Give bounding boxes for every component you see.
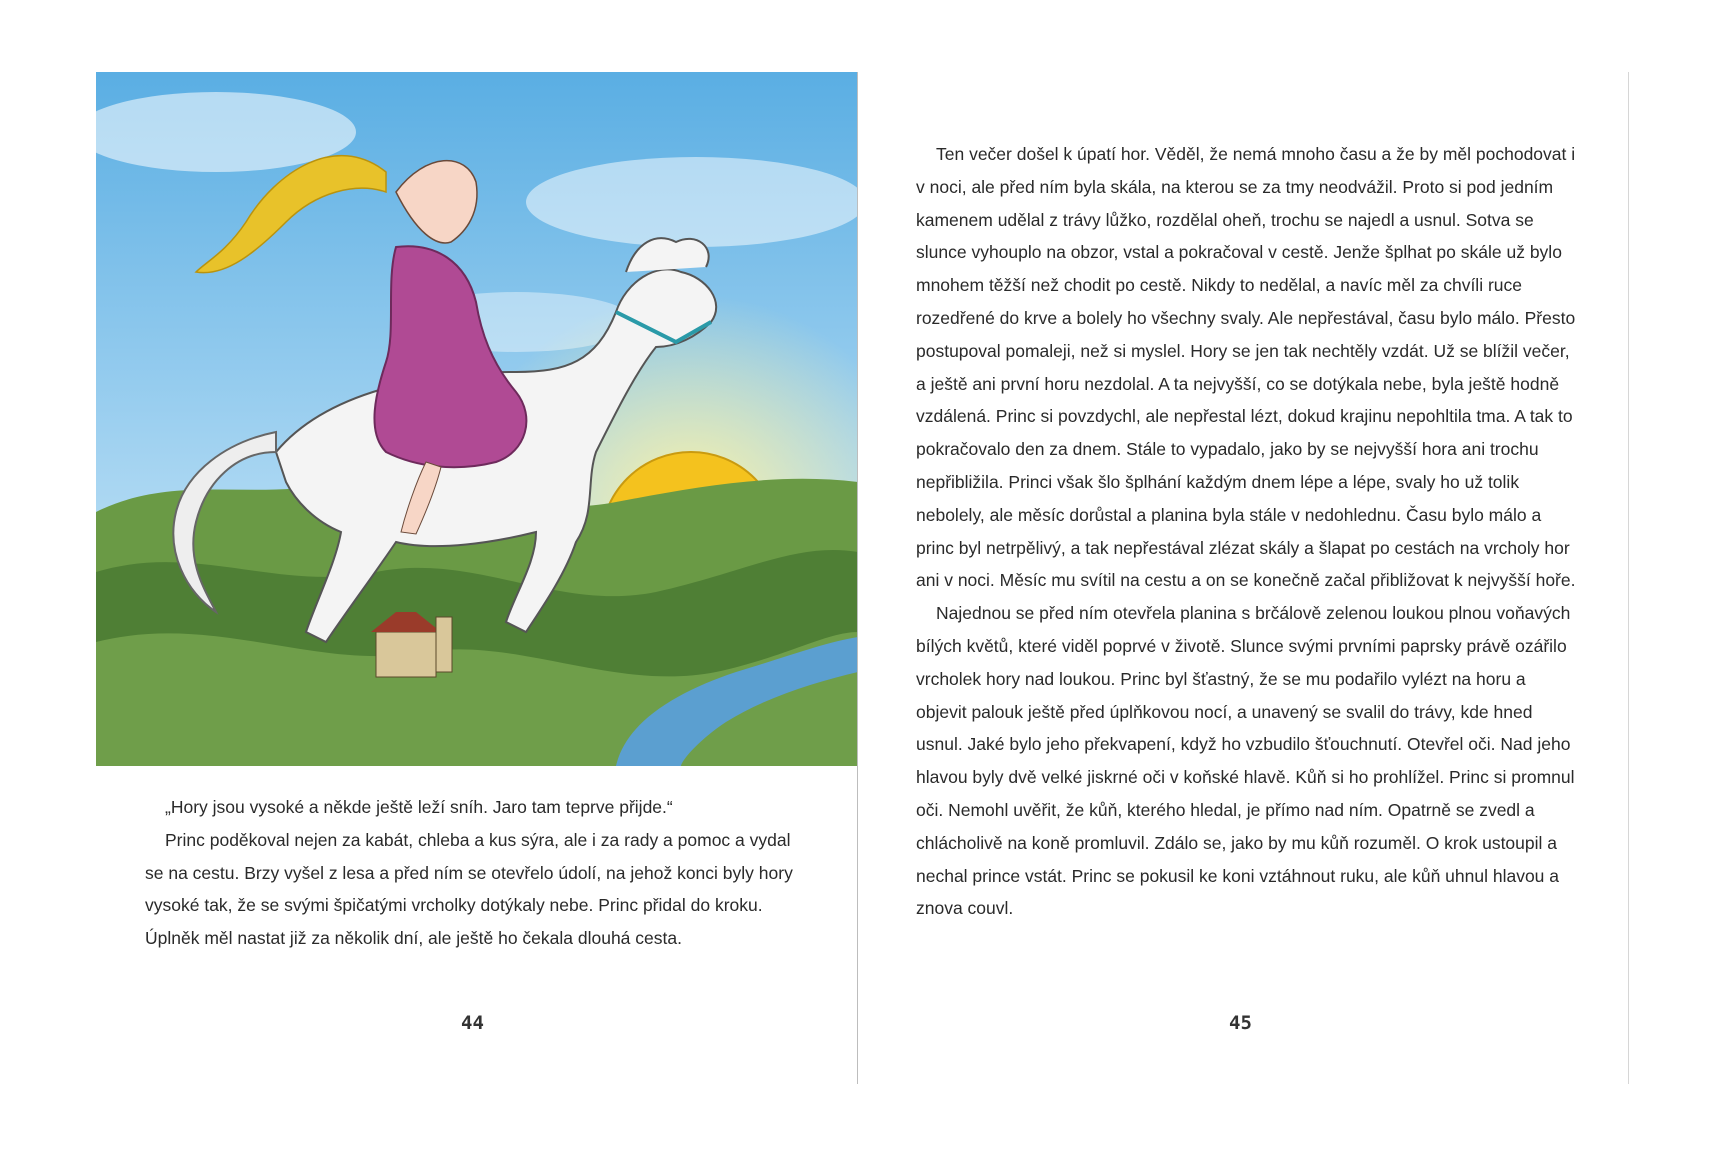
paragraph: „Hory jsou vysoké a někde ještě leží sníh. Jaro tam teprve přijde.“ [165,797,673,817]
left-page-text [145,791,805,955]
page-number-right: 45 [1229,1012,1252,1034]
girl-on-horse-illustration [96,72,858,766]
page-number-left: 44 [461,1012,484,1034]
book-gutter [857,72,858,1084]
page-edge [1628,72,1629,1084]
paragraph: Najednou se před ním otevřela planina s brčálově zelenou loukou plnou voňavých bílých květů, které viděl poprvé v životě. Slunce svými prvními paprsky právě ozářilo vrcholek hory nad loukou. Princ byl šťastný, že se mu podařilo vylézt na horu a objevit palouk ještě před úplňkovou nocí, a unavený se svalil do trávy, kde hned usnul. Jaké bylo jeho překvapení, když ho vzbudilo šťouchnutí. Otevřel oči. Nad jeho hlavou byly dvě velké jiskrné oči v koňské hlavě. Kůň si ho prohlížel. Princ si promnul oči. Nemohl uvěřit, že kůň, kterého hledal, je přímo nad ním. Opatrně se zvedl a chlácholivě na koně promluvil. Zdálo se, jako by mu kůň rozuměl. O krok ustoupil a nechal prince vstát. Princ se pokusil ke koni vztáhnout ruku, ale kůň uhnul hlavou a znova couvl. [916,603,1575,919]
right-page-text [916,138,1576,925]
illustration [96,72,858,766]
paragraph: Princ poděkoval nejen za kabát, chleba a kus sýra, ale i za rady a pomoc a vydal se na cestu. Brzy vyšel z lesa a před ním se otevřelo údolí, na jehož konci byly hory vysoké tak, že se svými špičatými vrcholky dotýkaly nebe. Princ přidal do kroku. Úplněk měl nastat již za několik dní, ale ještě ho čekala dlouhá cesta. [145,829,793,949]
paragraph: Ten večer došel k úpatí hor. Věděl, že nemá mnoho času a že by měl pochodovat i v noci, ale před ním byla skála, na kterou se za tmy neodvážil. Proto si pod jedním kamenem udělal z trávy lůžko, rozdělal oheň, trochu se najedl a usnul. Sotva se slunce vyhouplo na obzor, vstal a pokračoval v cestě. Jenže šplhat po skále už bylo mnohem těžší než chodit po cestě. Nikdy to nedělal, a navíc měl za chvíli ruce rozedřené do krve a bolely ho všechny svaly. Ale nepřestával, času bylo málo. Přesto postupoval pomaleji, než si myslel. Hory se jen tak nechtěly vzdát. Už se blížil večer, a ještě ani první horu nezdolal. A ta nejvyšší, co se dotýkala nebe, byla ještě hodně vzdálená. Princ si povzdychl, ale nepřestal lézt, dokud krajinu nepohltila tma. A tak to pokračovalo den za dnem. Stále to vypadalo, jako by se nejvyšší hora ani trochu nepřibližila. Princi však šlo šplhání každým dnem lépe a lépe, svaly ho už tolik nebolely, ale měsíc dorůstal a planina byla stále v nedohlednu. Času bylo málo a princ byl netrpělivý, a tak nepřestával zlézat skály a šlapat po cestách na vrcholy hor ani v noci. Měsíc mu svítil na cestu a on se konečně začal přibližovat k nejvyšší hoře. [916,144,1576,591]
